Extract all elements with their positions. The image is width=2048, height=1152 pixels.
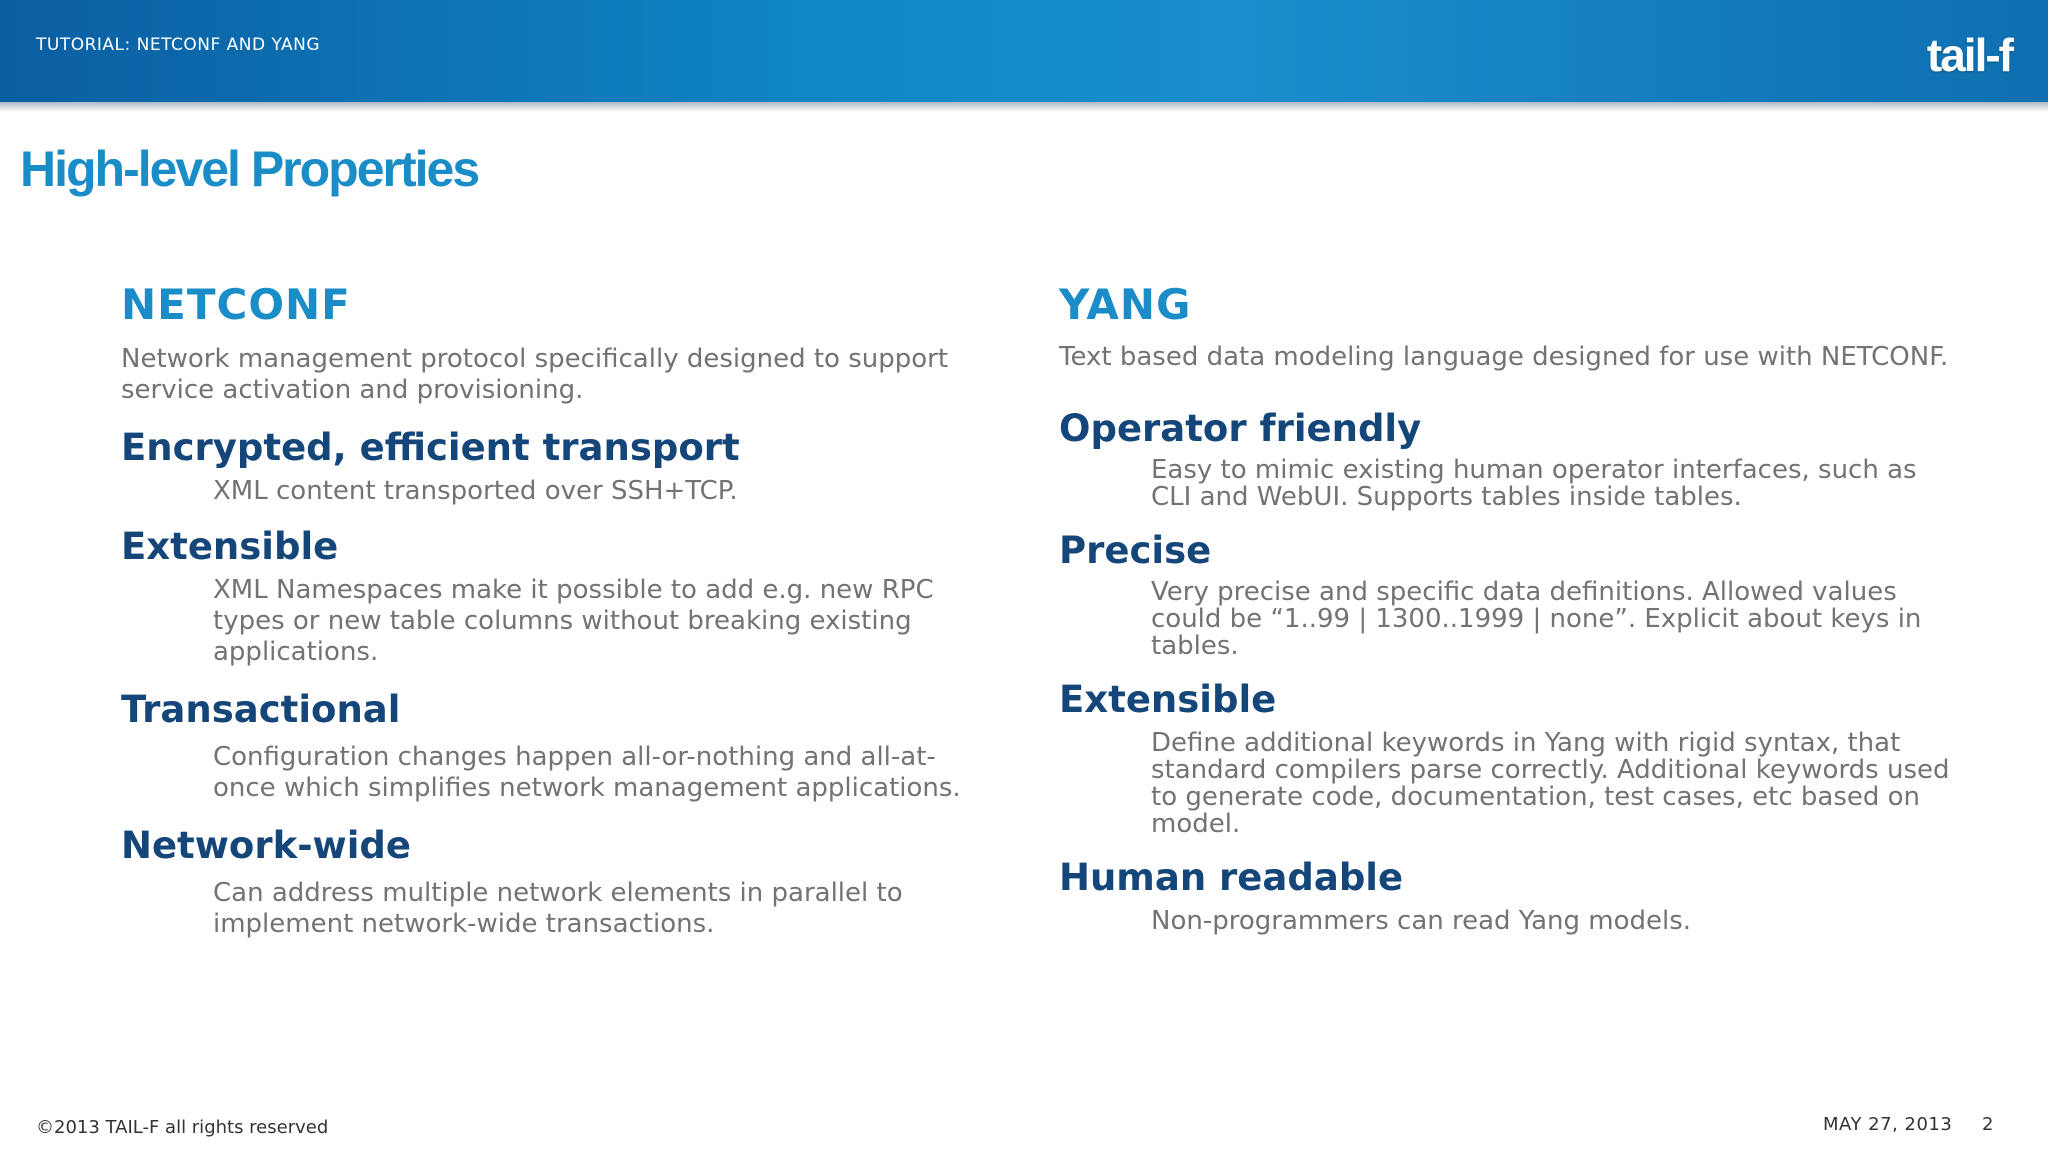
netconf-column: [121, 280, 961, 940]
netconf-item-title: Extensible: [121, 525, 339, 568]
netconf-item-body: Can address multiple network elements in parallel to implement network-wide transactions.: [213, 878, 903, 939]
page-title: High-level Properties: [20, 141, 479, 197]
copyright-notice: ©2013 TAIL-F all rights reserved: [36, 1117, 329, 1138]
netconf-intro: Network management protocol specifically designed to support service activation and provisioning.: [121, 344, 949, 405]
netconf-heading: NETCONF: [121, 280, 351, 329]
yang-heading: YANG: [1059, 280, 1192, 329]
netconf-item-body: XML Namespaces make it possible to add e.g. new RPC types or new table columns without breaking existing applications.: [213, 575, 934, 667]
yang-item-title: Human readable: [1059, 856, 1404, 899]
tail-f-logo: tail-f: [1926, 29, 2012, 81]
yang-item-title: Operator friendly: [1059, 407, 1422, 450]
netconf-item-title: Encrypted, efficient transport: [121, 426, 740, 469]
header-shadow: [0, 102, 2048, 112]
yang-item-body: Non-programmers can read Yang models.: [1151, 906, 1692, 936]
netconf-item-body: Configuration changes happen all-or-nothing and all-at-once which simplifies network management applications.: [213, 742, 961, 803]
yang-item-body: Very precise and specific data definitions. Allowed values could be “1..99 | 1300..1999 | none”. Explicit about keys in tables.: [1151, 577, 1922, 661]
yang-intro: Text based data modeling language designed for use with NETCONF.: [1059, 342, 1949, 372]
netconf-item-body: XML content transported over SSH+TCP.: [213, 476, 738, 506]
yang-item-title: Extensible: [1059, 678, 1277, 721]
netconf-item-title: Network-wide: [121, 824, 412, 867]
netconf-item-title: Transactional: [121, 688, 401, 731]
yang-item-body: Easy to mimic existing human operator interfaces, such as CLI and WebUI. Supports tables inside tables.: [1151, 455, 1917, 512]
tutorial-label: TUTORIAL: NETCONF AND YANG: [36, 35, 321, 55]
yang-item-body: Define additional keywords in Yang with rigid syntax, that standard compilers parse correctly. Additional keywords used to generate code, documentation, test cases, etc based on model.: [1151, 728, 1950, 839]
yang-column: [1059, 280, 1959, 935]
yang-item-title: Precise: [1059, 529, 1212, 572]
page-number: 2: [1982, 1114, 1994, 1135]
slide-date: MAY 27, 2013: [1823, 1114, 1953, 1135]
